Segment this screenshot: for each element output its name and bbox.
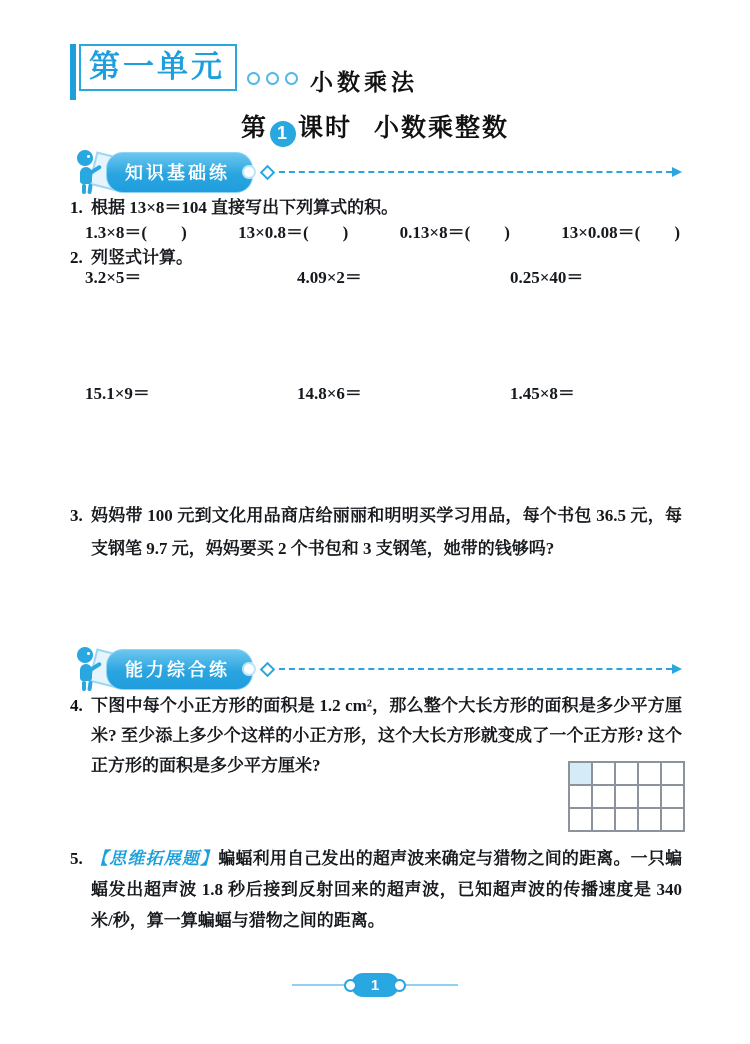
problem-number: 1. [70,198,83,217]
section-label-text: 知识基础练 [125,162,230,183]
lesson-suffix: 课时 [297,114,352,142]
equation: 13×0.8＝( ) [238,223,349,242]
problem-number: 5. [70,849,83,868]
square-grid-figure [568,761,685,832]
problem-text: 妈妈带 100 元到文化用品商店给丽丽和明明买学习用品，每个书包 36.5 元，每支钢笔 9.7 元，妈妈要买 2 个书包和 3 支钢笔，她带的钱够吗? [91,506,682,558]
grid-cell [662,809,683,830]
equation: 3.2×5＝ [85,268,142,287]
problem-number: 3. [70,506,83,525]
unit-title: 第一单元 [89,49,225,84]
problem-3 [70,499,682,565]
grid-cell [593,786,614,807]
equation: 1.3×8＝( ) [85,223,187,242]
grid-cell [639,809,660,830]
problem-text [91,843,682,936]
problem-tag: 【思维拓展题】 [91,849,219,868]
equation: 0.25×40＝ [510,268,584,287]
problem-text: 根据 13×8＝104 直接写出下列算式的积。 [91,198,399,217]
problem-text: 下图中每个小正方形的面积是 1.2 cm²，那么整个大长方形的面积是多少平方厘米? 至少添上多少个这样的小正方形，这个大长方形就变成了一个正方形? 这个正方形的面积是多少平方厘米? [91,696,682,775]
grid-cell [593,763,614,784]
section-label-text: 能力综合练 [125,659,230,680]
grid-cell [593,809,614,830]
grid-cell [639,786,660,807]
circle-endcap-icon [242,662,256,676]
equation: 13×0.08＝( ) [561,223,680,242]
lesson-name: 小数乘整数 [374,114,510,142]
mascot-icon [76,148,104,196]
section-banner-label [106,649,253,690]
circle-endcap-icon [242,165,256,179]
page-footer [0,973,750,997]
problem-5 [70,843,682,936]
lesson-prefix: 第 [240,114,268,142]
problem-text-body: 蝙蝠利用自己发出的超声波来确定与猎物之间的距离。一只蝙蝠发出超声波 1.8 秒后接到反射回来的超声波，已知超声波的传播速度是 340 米/秒，算一算蝙蝠与猎物之间的距离。 [91,849,683,930]
page-number-badge: 1 [351,973,399,997]
equation: 0.13×8＝( ) [399,223,510,242]
grid-cell [616,786,637,807]
problem-text: 列竖式计算。 [91,248,193,267]
footer-line [292,984,344,986]
equation: 15.1×9＝ [85,384,150,403]
mascot-icon [76,645,104,693]
grid-cell [570,809,591,830]
equation: 4.09×2＝ [297,268,362,287]
problem-number: 4. [70,696,83,715]
equation: 1.45×8＝ [510,384,575,403]
grid-cell [639,763,660,784]
grid-cell [570,763,591,784]
grid-cell [662,763,683,784]
lesson-number-badge: 1 [270,121,296,147]
calc-row [70,379,682,403]
grid-cell [662,786,683,807]
problem-number: 2. [70,248,83,267]
problem-1-equations [85,218,680,243]
unit-subject: 小数乘法 [310,69,418,95]
circle-icon [344,979,357,992]
section-banner-label [106,152,253,193]
grid-cell [616,763,637,784]
circle-icon [393,979,406,992]
grid-cell [616,809,637,830]
equation: 14.8×6＝ [297,384,362,403]
footer-line [406,984,458,986]
grid-cell [570,786,591,807]
calc-row [70,263,682,287]
